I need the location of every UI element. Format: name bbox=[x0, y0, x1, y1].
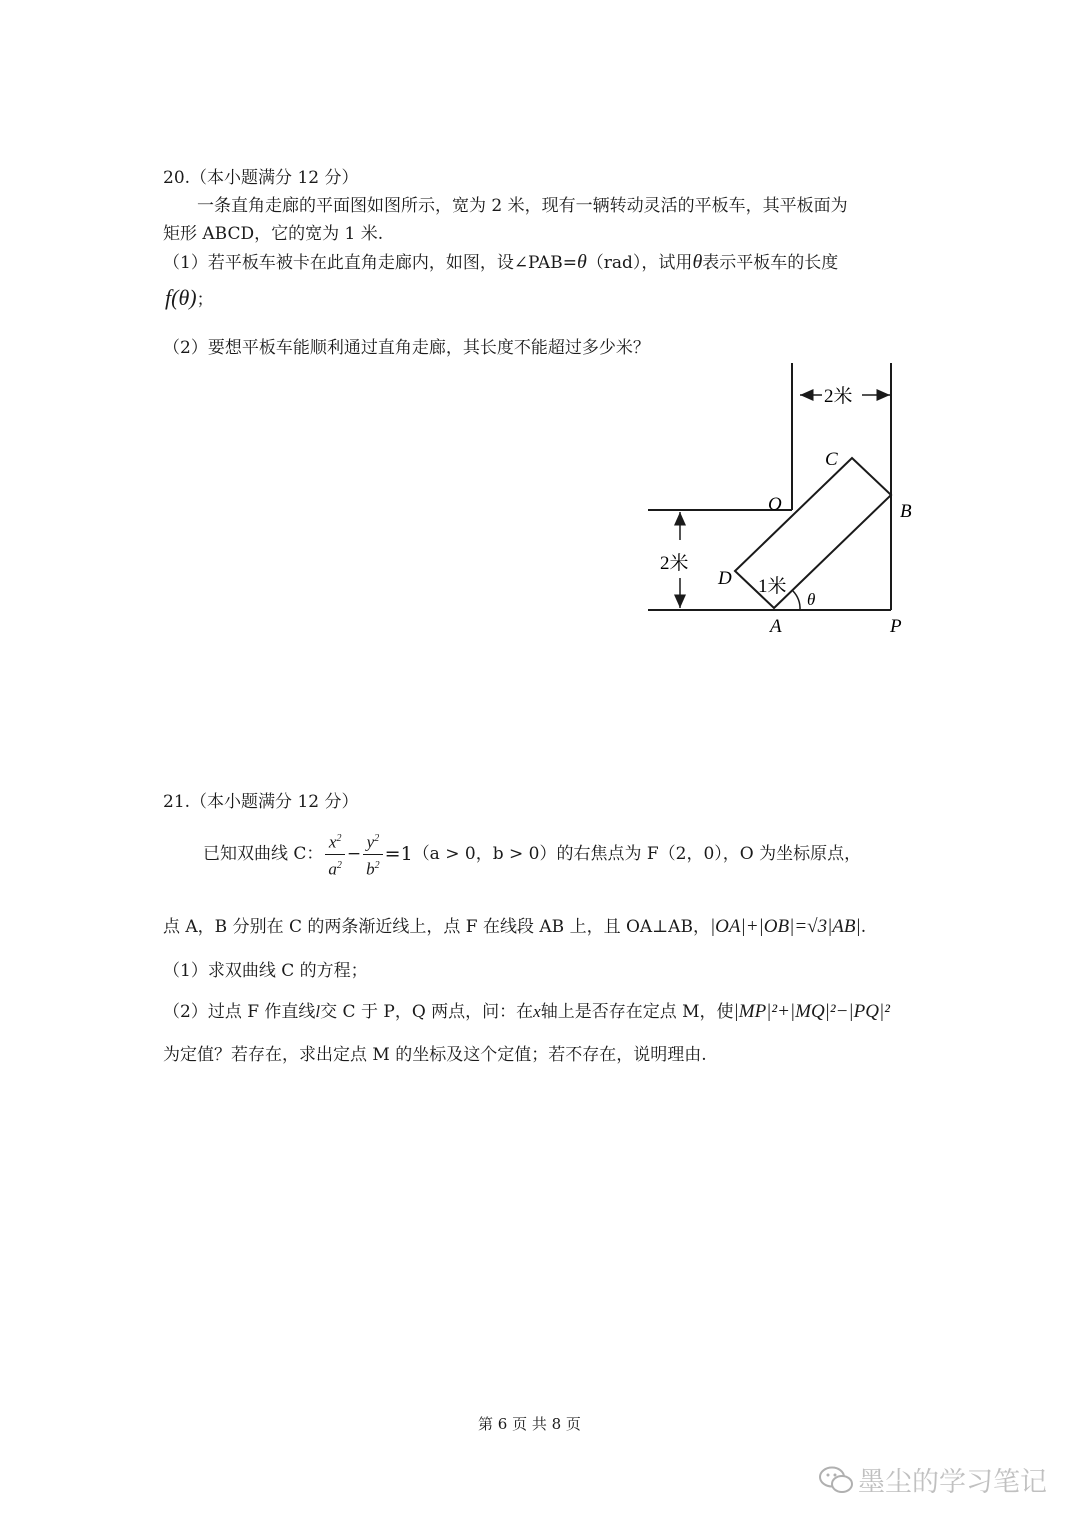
point-C-label: C bbox=[825, 449, 838, 470]
label-car-width: 1米 bbox=[758, 576, 787, 597]
fraction-x2-a2: $\frac{x^2}{a^2}$ bbox=[325, 828, 345, 880]
page-footer: 第 6 页 共 8 页 bbox=[478, 1415, 581, 1433]
q20-part1-b: （rad），试用 bbox=[586, 253, 693, 273]
q21-part3: 为定值？若存在，求出定点 M 的坐标及这个定值；若不存在，说明理由. bbox=[163, 1045, 707, 1065]
q21-line2-end: . bbox=[860, 917, 867, 937]
q20-header: 20.（本小题满分 12 分） bbox=[163, 168, 359, 188]
point-D-label: D bbox=[718, 568, 732, 589]
theta-symbol: θ bbox=[692, 251, 703, 273]
var-b: b bbox=[366, 859, 375, 879]
theta-symbol: θ bbox=[576, 251, 587, 273]
q20-part1-a: （1）若平板车被卡在此直角走廊内，如图，设∠PAB= bbox=[163, 253, 577, 273]
q21-line2-formula: |OA|+|OB|=√3|AB| bbox=[709, 916, 861, 937]
point-B-label: B bbox=[900, 501, 912, 522]
var-y: y bbox=[366, 832, 375, 852]
q21-part2-formula: |MP|²+|MQ|²−|PQ|² bbox=[733, 1001, 890, 1022]
angle-arc bbox=[793, 591, 800, 610]
watermark bbox=[818, 1460, 1047, 1499]
var-x: x bbox=[328, 832, 337, 852]
point-O-label: O bbox=[768, 494, 782, 515]
q21-line1-a: 已知双曲线 C： bbox=[203, 844, 324, 865]
q21-part2-a: （2）过点 F 作直线 bbox=[163, 1002, 316, 1022]
function-args: (θ) bbox=[171, 285, 197, 310]
q21-line2-a: 点 A，B 分别在 C 的两条渐近线上，点 F 在线段 AB 上，且 OA⊥AB， bbox=[163, 917, 710, 937]
q20-part1 bbox=[163, 248, 838, 274]
q20-part1-function bbox=[165, 285, 214, 311]
label-width-top: 2米 bbox=[824, 386, 853, 407]
q21-part2-c: 轴上是否存在定点 M，使 bbox=[540, 1002, 734, 1022]
q21-part2-b: 交 C 于 P，Q 两点，问：在 bbox=[320, 1002, 534, 1022]
label-width-left: 2米 bbox=[660, 553, 689, 574]
q20-intro-line2: 矩形 ABCD，它的宽为 1 米. bbox=[163, 224, 384, 244]
var-x-axis: x bbox=[533, 1002, 541, 1021]
q21-condition: （a > 0，b > 0）的右焦点为 F（2，0），O 为坐标原点， bbox=[412, 844, 862, 865]
function-f: f bbox=[165, 285, 172, 310]
corridor-diagram bbox=[640, 355, 930, 645]
fraction-y2-b2: $\frac{y^2}{b^2}$ bbox=[363, 828, 383, 880]
point-P-label: P bbox=[890, 616, 902, 637]
point-A-label: A bbox=[770, 616, 782, 637]
var-l: l bbox=[315, 1002, 321, 1021]
q21-part2 bbox=[163, 997, 890, 1023]
q21-line1 bbox=[203, 828, 861, 880]
q20-part1-c: 表示平板车的长度 bbox=[702, 253, 839, 273]
q21-header: 21.（本小题满分 12 分） bbox=[163, 792, 359, 812]
equals-one: =1 bbox=[384, 843, 413, 866]
q20-intro-line1: 一条直角走廊的平面图如图所示，宽为 2 米，现有一辆转动灵活的平板车，其平板面为 bbox=[197, 196, 848, 216]
q21-line2 bbox=[163, 912, 866, 938]
var-a: a bbox=[328, 859, 337, 879]
q20-part2: （2）要想平板车能顺利通过直角走廊，其长度不能超过多少米？ bbox=[163, 338, 650, 358]
watermark-text: 墨尘的学习笔记 bbox=[858, 1467, 1047, 1498]
angle-theta-label: θ bbox=[807, 590, 816, 609]
wechat-icon bbox=[818, 1465, 854, 1495]
minus-sign: − bbox=[346, 844, 362, 865]
q20-part1-end: ； bbox=[196, 290, 214, 310]
q21-part1: （1）求双曲线 C 的方程； bbox=[163, 961, 368, 981]
